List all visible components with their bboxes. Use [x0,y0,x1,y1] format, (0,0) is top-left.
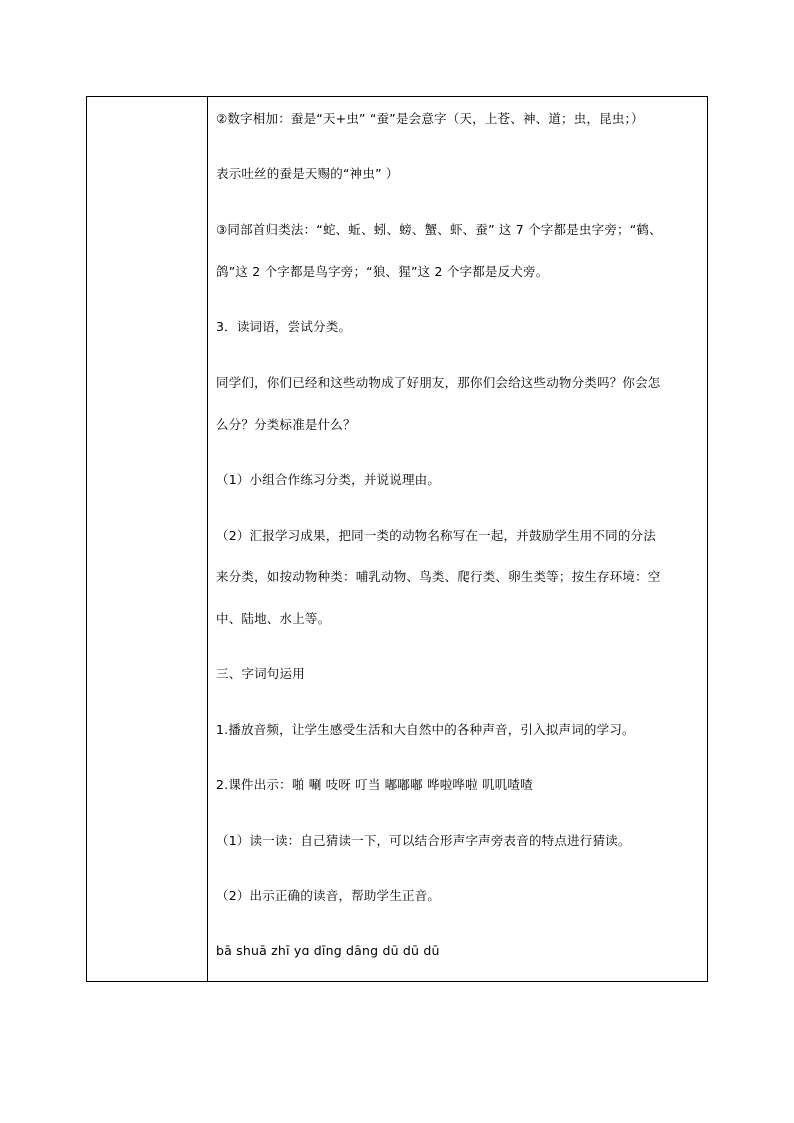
text-line-group-practice: （1）小组合作练习分类，并说说理由。 [216,472,441,487]
text-line-question-cont: 么分？分类标准是什么？ [216,417,356,432]
text-line-character-analysis-cont: 表示吐丝的蚕是天赐的“神虫” ） [216,166,399,181]
table-content-cell [208,97,707,981]
lesson-table [86,96,708,982]
text-line-radical-grouping: ③同部首归类法：“蛇、蚯、蚓、螃、蟹、虾、蚕” 这 7 个字都是虫字旁；“鹤、 [216,222,662,237]
text-line-read-guess: （1）读一读：自己猜读一下，可以结合形声字声旁表音的特点进行猜读。 [216,833,631,848]
text-line-report: （2）汇报学习成果，把同一类的动物名称写在一起，并鼓励学生用不同的分法 [216,528,656,543]
text-line-report-end: 中、陆地、水上等。 [216,611,331,626]
text-line-pinyin: bā shuā zhī yɑ dīng dāng dū dū dū [216,943,440,958]
text-line-radical-grouping-cont: 鸽”这 2 个字都是鸟字旁；“狼、猩”这 2 个字都是反犬旁。 [216,264,549,279]
section-heading-word-usage: 三、字词句运用 [216,666,305,681]
text-line-correct-pronunciation: （2）出示正确的读音，帮助学生正音。 [216,888,441,903]
table-left-cell [87,97,208,981]
text-line-audio: 1.播放音频，让学生感受生活和大自然中的各种声音，引入拟声词的学习。 [216,722,635,737]
text-line-onomatopoeia: 2.课件出示：啪 唰 吱呀 叮当 嘟嘟嘟 哗啦哗啦 叽叽喳喳 [216,777,533,792]
text-line-question: 同学们，你们已经和这些动物成了好朋友，那你们会给这些动物分类吗？你会怎 [216,375,661,390]
text-line-character-analysis: ②数字相加：蚕是“天+虫” “蚕”是会意字（天，上苍、神、道；虫，昆虫；） [216,111,644,126]
text-line-report-cont: 来分类，如按动物种类：哺乳动物、鸟类、爬行类、卵生类等；按生存环境：空 [216,569,661,584]
section-heading-word-classification: 3．读词语，尝试分类。 [216,319,352,334]
